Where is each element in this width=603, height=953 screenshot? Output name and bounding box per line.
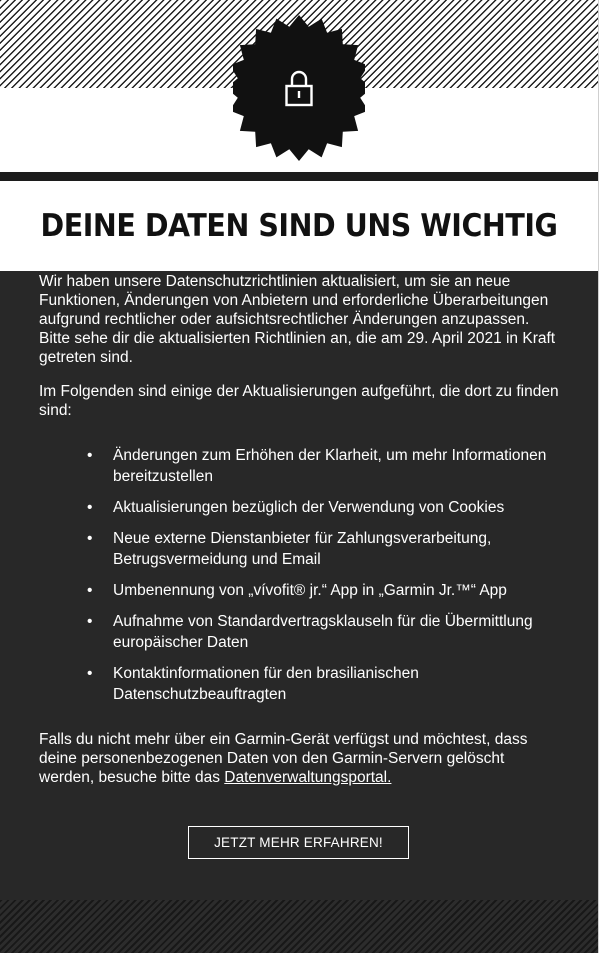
list-item-text: Aktualisierungen bezüglich der Verwendung von Cookies <box>113 499 505 516</box>
list-item-text: Änderungen zum Erhöhen der Klarheit, um mehr Informationen bereitzustellen <box>113 447 547 485</box>
updates-intro-paragraph: Im Folgenden sind einige der Aktualisierungen aufgeführt, die dort zu finden sind: <box>39 383 559 419</box>
bullet-icon: • <box>87 447 93 464</box>
list-item-text: Kontaktinformationen für den brasilianischen Datenschutzbeauftragten <box>113 665 419 703</box>
content-panel <box>0 271 598 900</box>
bullet-icon: • <box>87 613 93 630</box>
bottom-hatch-pattern <box>0 900 598 953</box>
data-management-portal-link[interactable]: Datenverwaltungsportal. <box>224 769 392 786</box>
padlock-icon <box>283 68 315 108</box>
closing-paragraph <box>39 730 559 787</box>
bullet-icon: • <box>87 499 93 516</box>
page-title: DEINE DATEN SIND UNS WICHTIG <box>24 181 574 271</box>
list-item-text: Neue externe Dienstanbieter für Zahlungsverarbeitung, Betrugsvermeidung und Email <box>113 530 492 568</box>
list-item-text: Umbenennung von „vívofit® jr.“ App in „Garmin Jr.™“ App <box>113 582 507 599</box>
closing-text: Falls du nicht mehr über ein Garmin-Gerät verfügst und möchtest, dass deine personenbezogenen Daten von den Garmin-Servern gelöscht werden, besuche bitte das <box>39 731 528 786</box>
list-item-text: Aufnahme von Standardvertragsklauseln für die Übermittlung europäischer Daten <box>113 613 533 651</box>
intro-paragraph: Wir haben unsere Datenschutzrichtlinien aktualisiert, um sie an neue Funktionen, Änderungen von Anbietern und erforderliche Überarbeitungen aufgrund rechtlicher oder aufsichtsrechtlicher Änderungen anzupassen. Bitte sehe dir die aktualisierten Richtlinien an, die am 29. April 2021 in Kraft getreten sind. <box>39 273 556 366</box>
bullet-icon: • <box>87 665 93 682</box>
divider-band <box>0 172 598 181</box>
bullet-icon: • <box>87 530 93 547</box>
bullet-icon: • <box>87 582 93 599</box>
scroll-edge <box>598 0 603 953</box>
learn-more-button[interactable]: JETZT MEHR ERFAHREN! <box>188 826 409 859</box>
